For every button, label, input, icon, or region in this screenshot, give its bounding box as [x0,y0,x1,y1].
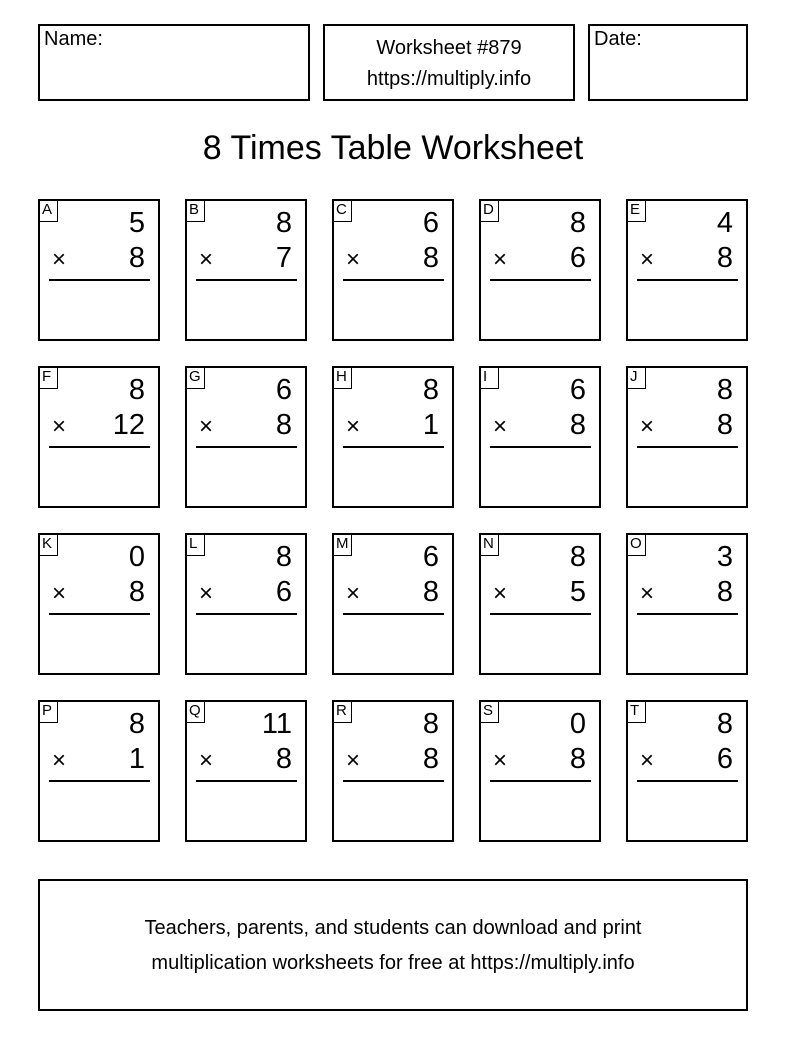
multiply-sign: × [346,747,361,774]
multiplicand: 8 [128,708,145,740]
multiplicand: 8 [128,374,145,406]
problem-letter: N [479,533,499,556]
answer-line [637,613,738,615]
multiplier: 8 [569,743,586,775]
multiplier: 1 [128,743,145,775]
problem-cell [185,199,307,341]
problem-cell [185,700,307,842]
problem-cell [479,700,601,842]
answer-line [343,780,444,782]
date-field-box [588,24,748,101]
multiplier: 8 [275,409,292,441]
problem-cell [38,199,160,341]
footer-line-2: multiplication worksheets for free at https://multiply.info [151,952,635,974]
multiplier: 8 [569,409,586,441]
problem-letter: R [332,700,352,723]
problem-cell [332,700,454,842]
problem-letter: L [185,533,205,556]
footer-line-1: Teachers, parents, and students can download and print [144,917,642,939]
footer-text [40,911,746,981]
problem-letter: C [332,199,352,222]
multiply-sign: × [493,747,508,774]
multiply-sign: × [493,580,508,607]
multiply-sign: × [493,413,508,440]
answer-line [637,279,738,281]
multiplier: 6 [569,242,586,274]
multiply-sign: × [199,246,214,273]
multiply-sign: × [346,413,361,440]
answer-line [49,279,150,281]
answer-line [637,780,738,782]
problem-letter: K [38,533,58,556]
problem-letter: S [479,700,499,723]
multiply-sign: × [52,413,67,440]
multiply-sign: × [52,747,67,774]
multiply-sign: × [52,246,67,273]
problem-cell [332,199,454,341]
footer-box [38,879,748,1011]
problem-cell [38,700,160,842]
multiplier: 8 [716,576,733,608]
multiplier: 8 [422,576,439,608]
problem-cell [626,366,748,508]
answer-line [196,279,297,281]
multiplier: 8 [422,743,439,775]
problem-letter: J [626,366,646,389]
answer-line [490,780,591,782]
problem-cell [38,533,160,675]
multiplicand: 5 [128,207,145,239]
multiply-sign: × [640,747,655,774]
problem-cell [626,199,748,341]
multiplier: 7 [275,242,292,274]
multiply-sign: × [199,580,214,607]
multiply-sign: × [640,413,655,440]
problem-cell [479,199,601,341]
problem-cell [38,366,160,508]
multiplicand: 0 [569,708,586,740]
multiplicand: 6 [422,541,439,573]
problem-cell [479,366,601,508]
answer-line [637,446,738,448]
problem-letter: I [479,366,499,389]
answer-line [196,780,297,782]
answer-line [196,613,297,615]
answer-line [196,446,297,448]
multiplicand: 6 [275,374,292,406]
multiply-sign: × [346,580,361,607]
multiply-sign: × [346,246,361,273]
problem-letter: M [332,533,352,556]
date-label: Date: [594,28,642,50]
multiplicand: 8 [569,207,586,239]
problem-cell [332,366,454,508]
multiplier: 5 [569,576,586,608]
answer-line [49,613,150,615]
problem-letter: B [185,199,205,222]
name-field-box [38,24,310,101]
multiplier: 1 [422,409,439,441]
multiply-sign: × [199,747,214,774]
worksheet-info-box [323,24,575,101]
multiplicand: 11 [261,708,292,740]
multiplicand: 4 [716,207,733,239]
problem-cell [479,533,601,675]
answer-line [343,613,444,615]
multiplicand: 8 [422,708,439,740]
multiply-sign: × [493,246,508,273]
answer-line [490,279,591,281]
multiplicand: 8 [422,374,439,406]
answer-line [49,446,150,448]
answer-line [490,446,591,448]
problem-letter: O [626,533,646,556]
multiply-sign: × [640,246,655,273]
multiplicand: 8 [716,708,733,740]
problem-letter: Q [185,700,205,723]
problem-letter: E [626,199,646,222]
problem-letter: G [185,366,205,389]
problem-letter: P [38,700,58,723]
answer-line [49,780,150,782]
answer-line [343,279,444,281]
multiplicand: 6 [569,374,586,406]
multiplicand: 8 [716,374,733,406]
multiply-sign: × [640,580,655,607]
multiplicand: 3 [716,541,733,573]
answer-line [490,613,591,615]
multiplier: 12 [112,409,145,441]
multiply-sign: × [199,413,214,440]
answer-line [343,446,444,448]
problem-cell [626,700,748,842]
multiplier: 8 [128,576,145,608]
problem-cell [626,533,748,675]
problem-letter: H [332,366,352,389]
multiplier: 8 [716,242,733,274]
problem-letter: T [626,700,646,723]
problem-cell [332,533,454,675]
multiplier: 6 [275,576,292,608]
worksheet-number: Worksheet #879 [376,37,522,59]
page-title: 8 Times Table Worksheet [202,129,584,167]
multiplicand: 8 [569,541,586,573]
multiplicand: 8 [275,207,292,239]
problem-letter: F [38,366,58,389]
multiplicand: 6 [422,207,439,239]
problem-letter: D [479,199,499,222]
problem-cell [185,533,307,675]
multiplier: 8 [275,743,292,775]
multiplier: 8 [716,409,733,441]
multiply-sign: × [52,580,67,607]
problem-letter: A [38,199,58,222]
multiplicand: 8 [275,541,292,573]
name-label: Name: [44,28,103,50]
problem-cell [185,366,307,508]
multiplier: 8 [128,242,145,274]
site-url: https://multiply.info [366,68,532,90]
multiplicand: 0 [128,541,145,573]
multiplier: 6 [716,743,733,775]
multiplier: 8 [422,242,439,274]
